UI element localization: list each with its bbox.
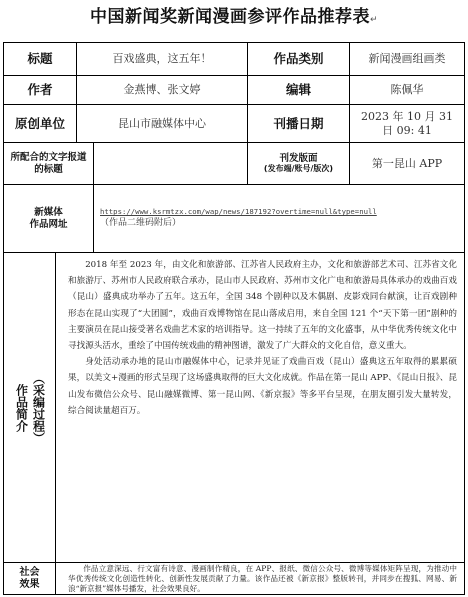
author-value: 金燕博、张文婷: [77, 76, 248, 105]
intro-text-cell: [56, 253, 464, 563]
intro-paragraph-1: 2018 年至 2023 年，由文化和旅游部、江苏省人民政府主办，文化和旅游部艺术司、江苏省文化和旅游厅、苏州市人民政府联合承办，昆山市人民政府、苏州市文化广电和旅游局具体承办的戏曲百戏（昆山）盛典成功举办了五年。这五年，全国 348 个剧种以及木偶剧、皮影戏同台献演，让百戏剧种形态在昆山实现了“大团圆”，戏曲百戏博物馆在昆山落成启用，来自全国 121 个“天下第一团”剧种的主要演员在昆山接受著名戏曲艺术家的培训指导。这一持续了五年的文化盛事，从中华优秀传统文化中寻找源头活水，重绘了中国传统戏曲的精神图谱，激发了广大群众的文化自信，意义重大。: [68, 260, 457, 352]
layout-value: 第一昆山 APP: [350, 143, 464, 185]
intro-label-cell: [4, 253, 56, 563]
recommendation-form-table: [3, 42, 465, 595]
intro-paragraph-2: 身处活动承办地的昆山市融媒体中心，记录并见证了戏曲百戏（昆山）盛典这五年取得的累累硕果，以美文+漫画的形式呈现了这场盛典取得的巨大文化成就。作品在第一昆山 APP、《昆山日报》、昆山发布微信公众号、昆山融媒微博、第一昆山网、《新京报》等多平台呈现，在朋友圈引发大量转发，综合阅读量超百万。: [68, 357, 457, 416]
unit-value: 昆山市融媒体中心: [77, 105, 248, 143]
intro-text: [56, 253, 464, 419]
layout-sub-label: (发布端/账号/版次): [263, 164, 334, 174]
category-label: 作品类别: [248, 43, 350, 76]
effect-text-cell: [56, 563, 464, 594]
category-value: 新闻漫画组画类: [350, 43, 464, 76]
effect-text: [56, 563, 464, 594]
editor-label: 编辑: [248, 76, 350, 105]
related-report-value: [94, 143, 248, 185]
work-url-link[interactable]: https://www.ksrmtzx.com/wap/news/187192?overtime=null&type=null: [100, 207, 377, 217]
intro-label-process: （采编过程）: [31, 371, 46, 444]
title-text: 中国新闻奖新闻漫画参评作品推荐表: [89, 7, 370, 27]
effect-paragraph: 作品立意深远、行文富有诗意、漫画制作精良，在 APP、报纸、微信公众号、微博等媒体矩阵呈现，为推动中华优秀传统文化创造性转化、创新性发展贡献了力量。该作品还被《新京报》整版转刊，并同步在搜狐、网易、新浪“新京报”媒体号播发，社会效果良好。: [68, 564, 457, 593]
url-label-cell: [4, 185, 94, 253]
page-title: [0, 2, 468, 27]
effect-label-cell: [4, 563, 56, 594]
url-label-line1: 新媒体: [34, 206, 63, 218]
effect-label: 社会效果: [19, 566, 40, 590]
qr-note: （作品二维码附后）: [100, 218, 182, 229]
title-label: 标题: [4, 43, 77, 76]
url-label-line2: 作品网址: [29, 218, 68, 230]
return-mark-icon: ↵: [369, 15, 379, 25]
editor-value: 陈佩华: [350, 76, 464, 105]
related-report-label: 所配合的文字报道的标题: [4, 143, 94, 185]
layout-label-cell: [248, 143, 350, 185]
date-label: 刊播日期: [248, 105, 350, 143]
url-value-cell: [94, 185, 464, 253]
unit-label: 原创单位: [4, 105, 77, 143]
author-label: 作者: [4, 76, 77, 105]
intro-label-main: 作品简介: [14, 383, 29, 432]
title-value: 百戏盛典，这五年！: [77, 43, 248, 76]
layout-label: 刊发版面: [279, 152, 318, 164]
date-value: 2023 年 10 月 31 日 09: 41: [350, 105, 464, 143]
